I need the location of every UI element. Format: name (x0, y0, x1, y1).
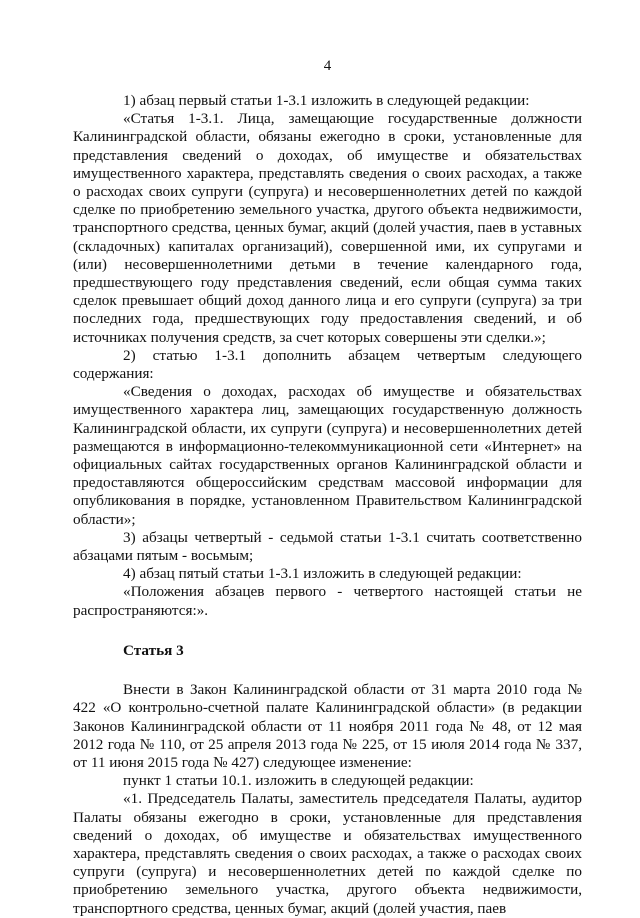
paragraph: «1. Председатель Палаты, заместитель председателя Палаты, аудитор Палаты обязаны ежегодно в сроки, установленные для представления сведений о доходах, об имуществе и обязательствах имущественного характера, представлять сведения о своих расходах, а также о расходах своих супруги (супруга) и несовершеннолетних детей по каждой сделке по приобретению земельного участка, другого объекта недвижимости, транспортного средства, ценных бумаг, акций (долей участия, паев (73, 790, 582, 917)
paragraph: «Статья 1-3.1. Лица, замещающие государственные должности Калининградской области, обязаны ежегодно в сроки, установленные для представления сведений о доходах, об имуществе и обязательствах имущественного характера, представлять сведения о своих расходах, а также о расходах своих супруги (супруга) и несовершеннолетних детей по каждой сделке по приобретению земельного участка, другого объекта недвижимости, транспортного средства, ценных бумаг, акций (долей участия, паев в уставных (складочных) капиталах организаций), совершенной ими, их супругами и (или) несовершеннолетними детьми в течение календарного года, предшествующего году представления сведений, если общая сумма таких сделок превышает общий доход данного лица и его супруги (супруга) за три последних года, предшествующих году предоставления сведений, и об источниках получения средств, за счет которых совершены эти сделки.»; (73, 110, 582, 346)
paragraph: 4) абзац пятый статьи 1-3.1 изложить в следующей редакции: (123, 565, 522, 583)
paragraph: Внести в Закон Калининградской области от 31 марта 2010 года № 422 «О контрольно-счетной палате Калининградской области» (в редакции Законов Калининградской области от 11 ноября 2011 года № 48, от 12 мая 2012 года № 110, от 25 апреля 2013 года № 225, от 15 июля 2014 года № 337, от 11 июня 2015 года № 427) следующее изменение: (73, 681, 582, 771)
paragraph: 2) статью 1-3.1 дополнить абзацем четвертым следующего содержания: (73, 346, 582, 383)
paragraph: 1) абзац первый статьи 1-3.1 изложить в следующей редакции: (123, 92, 530, 109)
article-heading: Статья 3 (123, 641, 184, 659)
paragraph: 3) абзацы четвертый - седьмой статьи 1-3.1 считать соответственно абзацами пятым - восьмым; (73, 528, 582, 565)
paragraph: пункт 1 статьи 10.1. изложить в следующей редакции: (123, 772, 474, 790)
page-number: 4 (323, 58, 332, 74)
paragraph: «Сведения о доходах, расходах об имуществе и обязательствах имущественного характера лиц, замещающих государственную должность Калининградской области, их супруги (супруга) и несовершеннолетних детей размещаются в информационно-телекоммуникационной сети «Интернет» на официальных сайтах государственных органов Калининградской области и предоставляются общероссийским средствам массовой информации для опубликования в порядке, установленном Правительством Калининградской области»; (73, 383, 582, 528)
paragraph: «Положения абзацев первого - четвертого настоящей статьи не распространяются:». (73, 583, 582, 619)
